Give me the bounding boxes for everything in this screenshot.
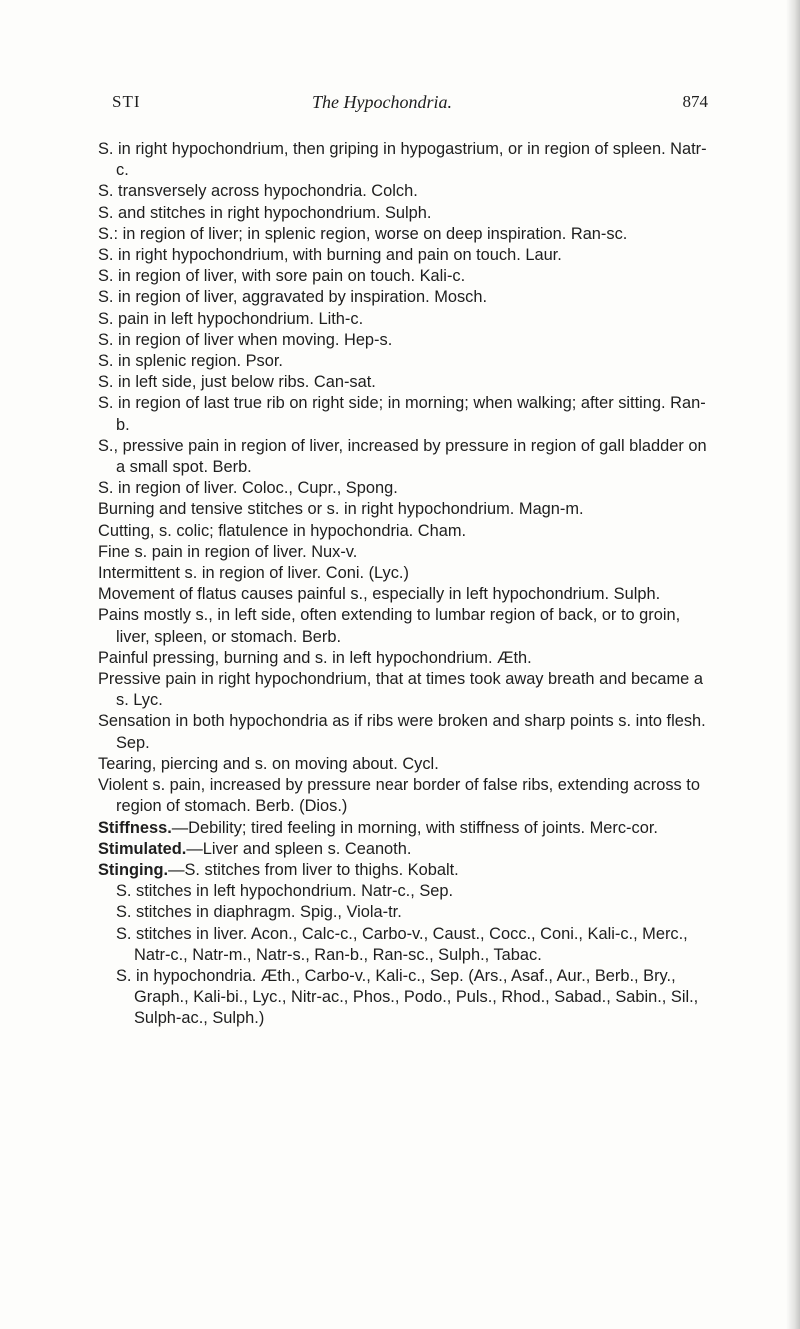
entry	[98, 924, 713, 966]
entry	[98, 818, 713, 839]
entry	[98, 860, 713, 881]
entry	[98, 266, 713, 287]
entry	[98, 966, 713, 1030]
entry-text: —Liver and spleen s. Ceanoth.	[186, 839, 412, 858]
entry	[98, 478, 713, 499]
entry-text: S. in region of liver. Coloc., Cupr., Spong.	[98, 479, 398, 498]
entry-text: Painful pressing, burning and s. in left hypochondrium. Æth.	[98, 648, 532, 667]
entry	[98, 711, 713, 753]
entry-text: Sensation in both hypochondria as if ribs were broken and sharp points s. into flesh. Sep.	[98, 712, 706, 752]
entry-text: —S. stitches from liver to thighs. Kobalt.	[168, 860, 459, 879]
entry-text: S. in right hypochondrium, with burning and pain on touch. Laur.	[98, 246, 562, 265]
entry	[98, 839, 713, 860]
entry-text: Burning and tensive stitches or s. in right hypochondrium. Magn-m.	[98, 500, 584, 519]
page-edge-shadow	[786, 0, 800, 1329]
entry	[98, 436, 713, 478]
entry	[98, 881, 713, 902]
entry	[98, 584, 713, 605]
entry-text: S. stitches in diaphragm. Spig., Viola-tr.	[116, 903, 402, 922]
entry-text: S. transversely across hypochondria. Colch.	[98, 182, 418, 201]
entry	[98, 351, 713, 372]
entry	[98, 181, 713, 202]
entry-heading: Stinging.	[98, 860, 169, 879]
entry	[98, 393, 713, 435]
entry	[98, 499, 713, 520]
entry	[98, 902, 713, 923]
running-header	[112, 92, 708, 118]
entry	[98, 309, 713, 330]
entry-text: Intermittent s. in region of liver. Coni. (Lyc.)	[98, 564, 409, 583]
entry-text: Movement of flatus causes painful s., especially in left hypochondrium. Sulph.	[98, 585, 661, 604]
entry-text: S. pain in left hypochondrium. Lith-c.	[98, 309, 364, 328]
section-code: STI	[112, 92, 141, 111]
entry-text: Fine s. pain in region of liver. Nux-v.	[98, 542, 358, 561]
entry	[98, 542, 713, 563]
entry-text: S. stitches in liver. Acon., Calc-c., Carbo-v., Caust., Cocc., Coni., Kali-c., Merc., Natr-c., Natr-m., Natr-s., Ran-b., Ran-sc., Sulph., Tabac.	[116, 924, 688, 964]
entry-text: S. in hypochondria. Æth., Carbo-v., Kali-c., Sep. (Ars., Asaf., Aur., Berb., Bry., Graph., Kali-bi., Lyc., Nitr-ac., Phos., Podo., Puls., Rhod., Sabad., Sabin., Sil., Sulph-ac., Sulph.)	[116, 966, 699, 1028]
entry-text: S. in region of liver when moving. Hep-s.	[98, 330, 393, 349]
entry-text: S. in right hypochondrium, then griping in hypogastrium, or in region of spleen. Natr-c.	[98, 140, 707, 180]
entry	[98, 224, 713, 245]
entry-text: S. in region of liver, with sore pain on touch. Kali-c.	[98, 267, 466, 286]
entry	[98, 203, 713, 224]
entry	[98, 754, 713, 775]
entry-text: S. stitches in left hypochondrium. Natr-c., Sep.	[116, 882, 454, 901]
entry	[98, 648, 713, 669]
entry-text: —Debility; tired feeling in morning, with stiffness of joints. Merc-cor.	[171, 818, 658, 837]
entry-text: S. in left side, just below ribs. Can-sat.	[98, 373, 376, 392]
entry	[98, 372, 713, 393]
page-title: The Hypochondria.	[312, 92, 452, 112]
entry-text: Pains mostly s., in left side, often extending to lumbar region of back, or to groin, liver, spleen, or stomach. Berb.	[98, 606, 681, 646]
entry-text: Cutting, s. colic; flatulence in hypochondria. Cham.	[98, 521, 467, 540]
entry-heading: Stimulated.	[98, 839, 187, 858]
entry-text: S.: in region of liver; in splenic region, worse on deep inspiration. Ran-sc.	[98, 224, 628, 243]
entry-text: Pressive pain in right hypochondrium, that at times took away breath and became a s. Lyc.	[98, 670, 703, 710]
page-number: 874	[682, 92, 708, 111]
entry-text: S., pressive pain in region of liver, increased by pressure in region of gall bladder on a small spot. Berb.	[98, 436, 707, 477]
entry-text: S. and stitches in right hypochondrium. Sulph.	[98, 203, 432, 222]
entry-text: Violent s. pain, increased by pressure near border of false ribs, extending across to region of stomach. Berb. (Dios.)	[98, 776, 700, 816]
entry-heading: Stiffness.	[98, 818, 172, 837]
entry	[98, 669, 713, 711]
entry	[98, 605, 713, 647]
entry	[98, 245, 713, 266]
entry-text: S. in region of last true rib on right side; in morning; when walking; after sitting. Ran-b.	[98, 394, 706, 434]
entry	[98, 521, 713, 542]
entry	[98, 775, 713, 817]
entry	[98, 330, 713, 351]
entry-text: Tearing, piercing and s. on moving about. Cycl.	[98, 754, 439, 773]
entry-text: S. in region of liver, aggravated by inspiration. Mosch.	[98, 288, 488, 307]
entry-list	[98, 139, 713, 1030]
entry	[98, 287, 713, 308]
entry	[98, 139, 713, 181]
entry	[98, 563, 713, 584]
entry-text: S. in splenic region. Psor.	[98, 352, 283, 371]
